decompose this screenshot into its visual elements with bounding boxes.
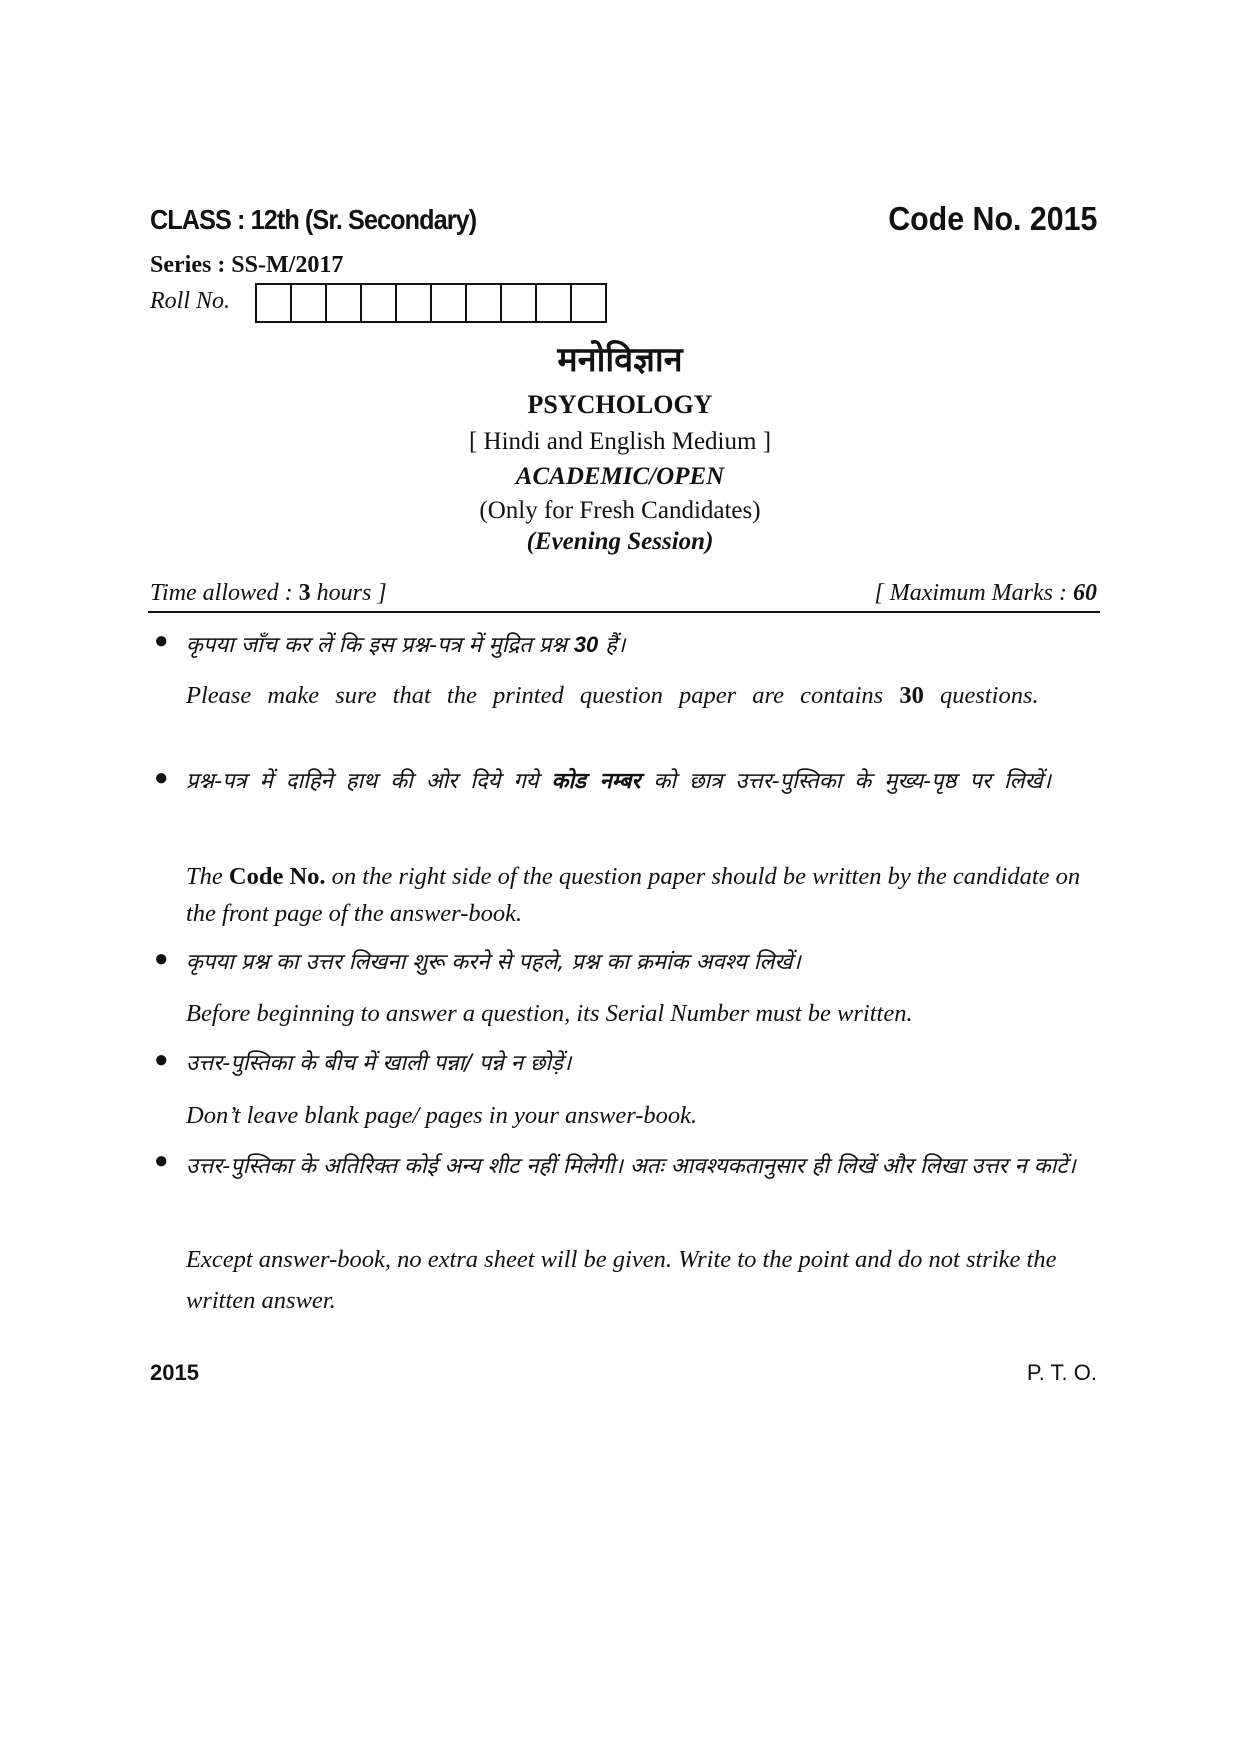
hindi-title: मनोविज्ञान — [557, 340, 683, 380]
instruction-english: Don’t leave blank page/ pages in your answer-book. — [186, 1102, 698, 1129]
bullet-icon: ● — [154, 1148, 169, 1174]
code-number: Code No. 2015 — [887, 200, 1097, 237]
class-label: CLASS : 12th (Sr. Secondary) — [150, 204, 477, 235]
instruction-english: The Code No. on the right side of the question paper should be written by the candidate on the front page of the answer-book. — [186, 863, 1081, 927]
maximum-marks: [ Maximum Marks : 60 — [874, 580, 1097, 606]
stream: ACADEMIC/OPEN — [515, 463, 725, 490]
instruction-hindi: कृपया जाँच कर लें कि इस प्रश्न-पत्र में मुद्रित प्रश्न 30 हैं। — [186, 632, 626, 658]
instruction-english: Before beginning to answer a question, its Serial Number must be written. — [186, 1000, 913, 1027]
instruction-english: Please make sure that the printed question paper are contains 30 questions. — [186, 682, 1039, 709]
candidates: (Only for Fresh Candidates) — [479, 497, 761, 524]
bullet-icon: ● — [154, 765, 169, 791]
footer-code: 2015 — [150, 1360, 199, 1385]
page-turn-note: P. T. O. — [1026, 1360, 1097, 1385]
medium: [ Hindi and English Medium ] — [468, 428, 772, 455]
subject-title: PSYCHOLOGY — [527, 390, 713, 419]
series-label: Series : SS-M/2017 — [150, 252, 344, 278]
time-allowed: Time allowed : 3 hours ] — [150, 580, 387, 606]
instruction-hindi: प्रश्न-पत्र में दाहिने हाथ की ओर दिये गये कोड नम्बर को छात्र उत्तर-पुस्तिका के मुख्य-पृष्ठ पर लिखें। — [186, 769, 1051, 794]
instruction-hindi: कृपया प्रश्न का उत्तर लिखना शुरू करने से पहले, प्रश्न का क्रमांक अवश्य लिखें। — [186, 950, 801, 975]
instruction-hindi: उत्तर-पुस्तिका के अतिरिक्त कोई अन्य शीट नहीं मिलेगी। अतः आवश्यकतानुसार ही लिखें और लिखा उत्तर न काटें। — [186, 1154, 1076, 1179]
session: (Evening Session) — [526, 528, 714, 555]
divider — [148, 611, 1100, 613]
bullet-icon: ● — [154, 946, 169, 972]
instruction-english: Except answer-book, no extra sheet will be given. Write to the point and do not strike the written answer. — [186, 1246, 1057, 1314]
instruction-hindi: उत्तर-पुस्तिका के बीच में खाली पन्ना/ पन्ने न छोड़ें। — [186, 1051, 572, 1076]
roll-no-label: Roll No. — [150, 288, 231, 314]
bullet-icon: ● — [154, 1047, 169, 1073]
roll-no-boxes[interactable] — [255, 283, 607, 323]
bullet-icon: ● — [154, 628, 169, 654]
